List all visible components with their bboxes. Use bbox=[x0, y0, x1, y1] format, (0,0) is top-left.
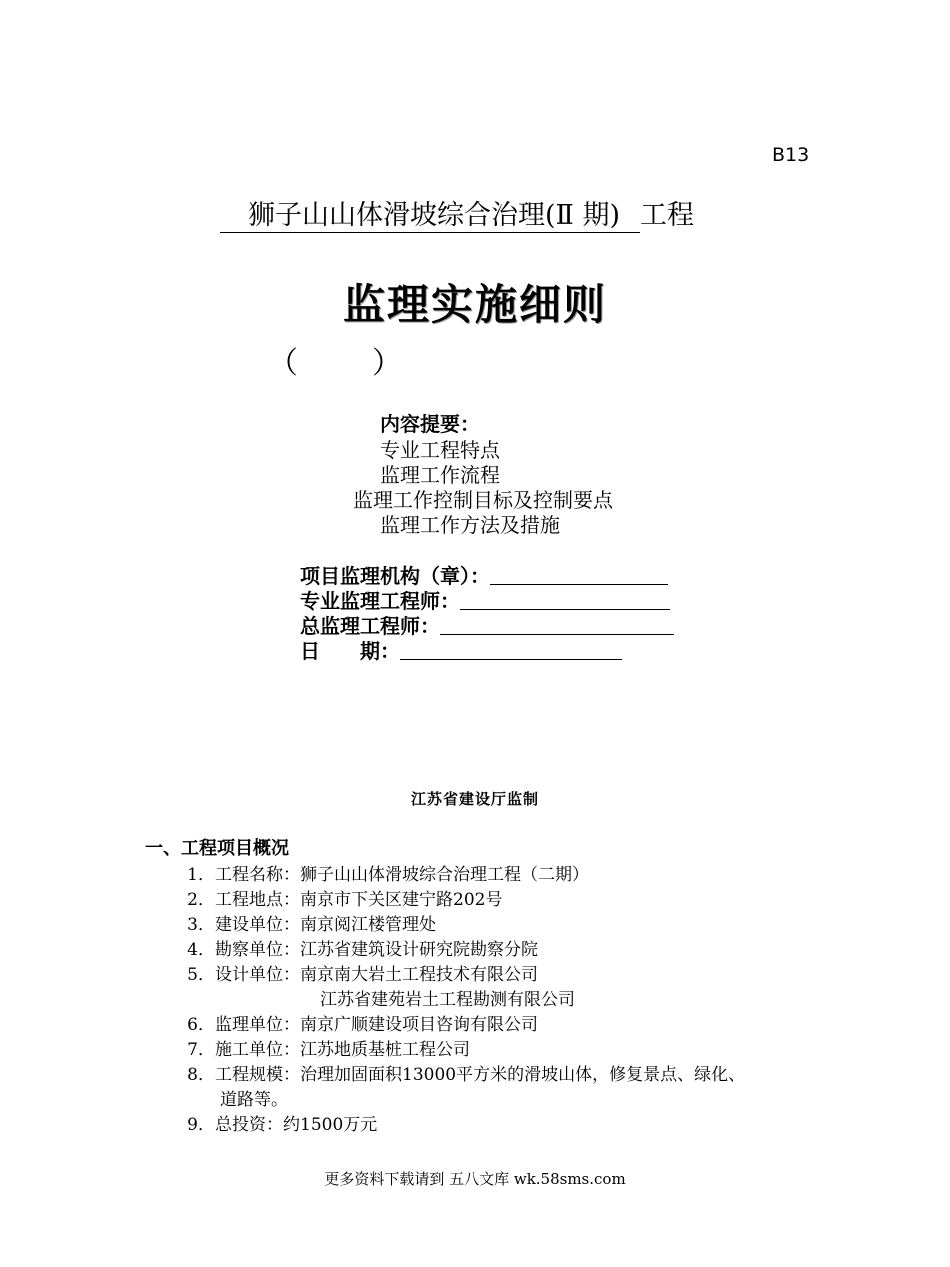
project-name: 狮子山山体滑坡综合治理(Ⅱ 期) bbox=[220, 193, 640, 233]
signature-engineer-line[interactable] bbox=[460, 589, 670, 610]
list-item: 9．总投资：约1500万元 bbox=[187, 1115, 378, 1135]
list-item: 江苏省建苑岩土工程勘测有限公司 bbox=[320, 990, 575, 1010]
signature-date bbox=[300, 635, 622, 664]
signature-date-label: 日 期： bbox=[300, 639, 400, 663]
list-item: 8．工程规模：治理加固面积13000平方米的滑坡山体，修复景点、绿化、 bbox=[187, 1065, 746, 1085]
list-item: 7．施工单位：江苏地质基桩工程公司 bbox=[187, 1040, 470, 1060]
paren-close: ） bbox=[372, 346, 402, 381]
summary-heading: 内容提要： bbox=[380, 412, 480, 436]
summary-item: 监理工作流程 bbox=[380, 463, 500, 487]
list-item: 2．工程地点：南京市下关区建宁路202号 bbox=[187, 890, 503, 910]
section-heading: 一、工程项目概况 bbox=[145, 838, 289, 859]
signature-chief-label: 总监理工程师： bbox=[300, 614, 440, 638]
signature-engineer-label: 专业监理工程师： bbox=[300, 589, 460, 613]
signature-chief-line[interactable] bbox=[440, 614, 674, 635]
list-item: 5．设计单位：南京南大岩土工程技术有限公司 bbox=[187, 965, 538, 985]
summary-item: 专业工程特点 bbox=[380, 438, 500, 462]
summary-item: 监理工作方法及措施 bbox=[380, 513, 560, 537]
list-item: 4．勘察单位：江苏省建筑设计研究院勘察分院 bbox=[187, 940, 538, 960]
project-suffix: 工程 bbox=[640, 200, 694, 231]
footer-link[interactable]: 更多资料下载请到 五八文库 wk.58sms.com bbox=[324, 1170, 626, 1188]
main-title: 监理实施细则 bbox=[342, 280, 607, 329]
issuer: 江苏省建设厅监制 bbox=[410, 790, 539, 808]
signature-org-line[interactable] bbox=[490, 564, 668, 585]
list-item: 1．工程名称：狮子山山体滑坡综合治理工程（二期） bbox=[187, 865, 589, 885]
list-item: 道路等。 bbox=[220, 1090, 288, 1110]
signature-org-label: 项目监理机构（章）： bbox=[300, 564, 490, 588]
list-item: 6．监理单位：南京广顺建设项目咨询有限公司 bbox=[187, 1015, 538, 1035]
signature-date-line[interactable] bbox=[400, 639, 622, 660]
list-item: 3．建设单位：南京阅江楼管理处 bbox=[187, 915, 436, 935]
summary-item: 监理工作控制目标及控制要点 bbox=[353, 488, 613, 512]
paren-open: （ bbox=[268, 346, 298, 381]
document-code: B13 bbox=[772, 144, 810, 166]
project-title bbox=[220, 193, 730, 233]
